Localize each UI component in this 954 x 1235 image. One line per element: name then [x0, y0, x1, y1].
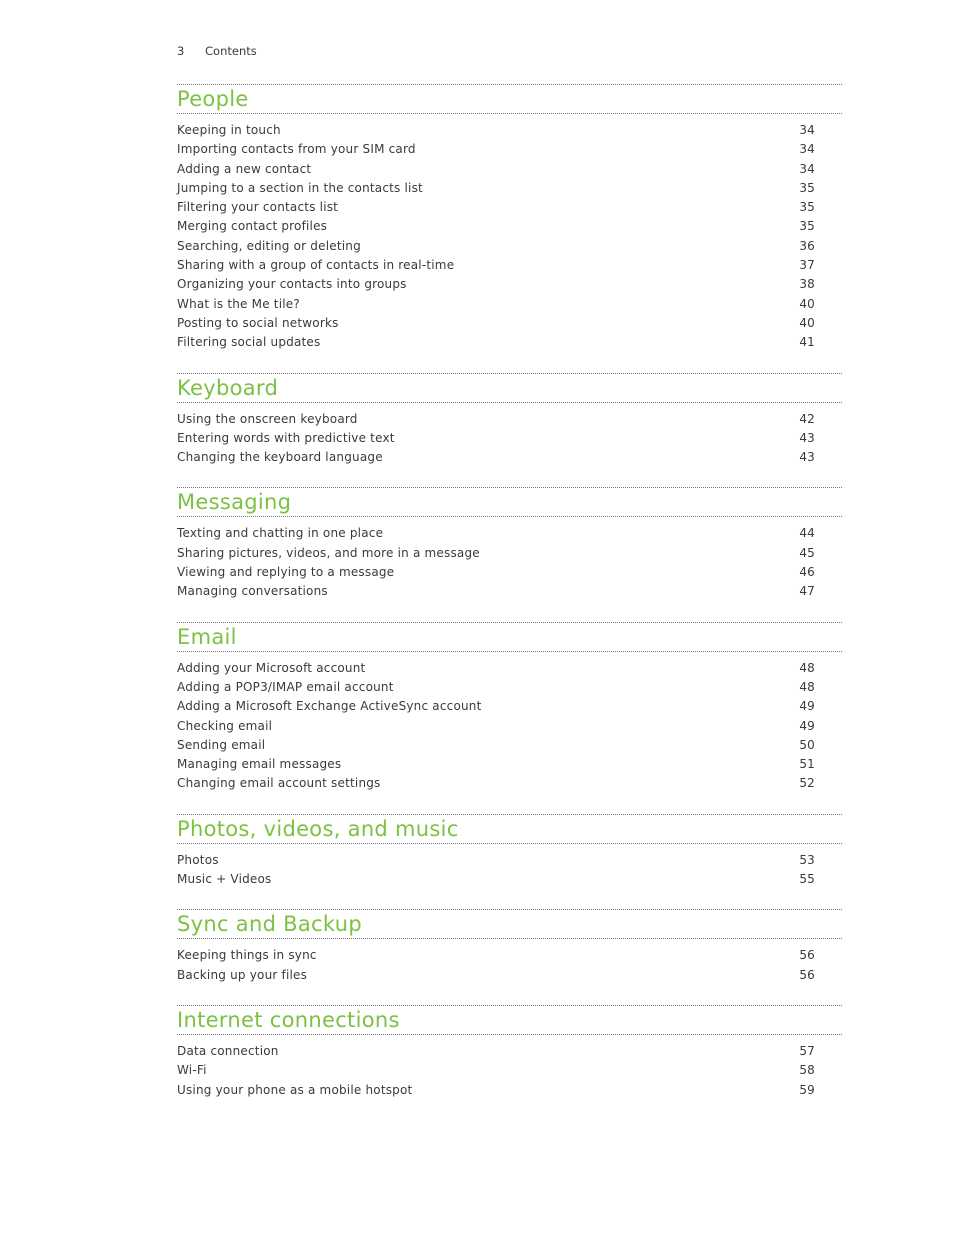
toc-entry[interactable]	[177, 198, 815, 217]
entry-label: Keeping in touch	[177, 123, 281, 137]
entry-page-number: 41	[799, 335, 815, 350]
entry-label: Data connection	[177, 1043, 279, 1058]
section-spacer	[177, 794, 842, 814]
entry-page-number: 35	[799, 219, 815, 234]
entry-page-number: 35	[799, 180, 815, 195]
toc-entry[interactable]	[177, 1042, 815, 1061]
section-heading[interactable]: Internet connections	[177, 1005, 842, 1035]
toc-entry[interactable]	[177, 237, 815, 256]
toc-section	[177, 1005, 842, 1120]
entry-label: Backing up your files	[177, 967, 308, 982]
entry-page-number: 34	[799, 142, 815, 157]
section-spacer	[177, 985, 842, 1005]
toc-entry[interactable]	[177, 217, 815, 236]
toc-entry[interactable]	[177, 563, 815, 582]
entry-label: Managing email messages	[177, 757, 342, 772]
toc-entry[interactable]	[177, 678, 815, 697]
entry-page-number: 48	[799, 660, 815, 675]
toc-entry[interactable]	[177, 870, 815, 889]
entry-list	[177, 946, 842, 985]
entry-page-number: 59	[799, 1082, 815, 1097]
entry-page-number: 52	[799, 776, 815, 791]
header-section-name: Contents	[205, 44, 257, 58]
toc-entry[interactable]	[177, 1061, 815, 1080]
entry-page-number: 43	[799, 450, 815, 465]
entry-page-number: 56	[799, 948, 815, 963]
entry-page-number: 36	[799, 238, 815, 253]
entry-page-number: 48	[799, 679, 815, 694]
entry-label: What is the Me tile?	[177, 296, 300, 311]
entry-label: Wi-Fi	[177, 1063, 207, 1078]
entry-list	[177, 524, 842, 601]
entry-page-number: 45	[799, 545, 815, 560]
entry-page-number: 42	[799, 411, 815, 426]
toc-entry[interactable]	[177, 256, 815, 275]
entry-page-number: 35	[799, 200, 815, 215]
table-of-contents	[177, 84, 842, 1120]
entry-label: Photos	[177, 852, 219, 867]
entry-label: Merging contact profiles	[177, 219, 328, 234]
section-spacer	[177, 353, 842, 373]
toc-entry[interactable]	[177, 524, 815, 543]
section-spacer	[177, 467, 842, 487]
toc-entry[interactable]	[177, 275, 815, 294]
toc-entry[interactable]	[177, 429, 815, 448]
toc-entry[interactable]	[177, 179, 815, 198]
entry-list	[177, 121, 842, 353]
toc-entry[interactable]	[177, 140, 815, 159]
section-heading[interactable]: People	[177, 84, 842, 114]
entry-label: Filtering your contacts list	[177, 200, 339, 215]
entry-page-number: 43	[799, 430, 815, 445]
toc-entry[interactable]	[177, 774, 815, 793]
toc-entry[interactable]	[177, 659, 815, 678]
toc-section	[177, 814, 842, 910]
toc-entry[interactable]	[177, 697, 815, 716]
entry-page-number: 46	[799, 565, 815, 580]
toc-section	[177, 622, 842, 814]
entry-page-number: 40	[799, 296, 815, 311]
entry-list	[177, 1042, 842, 1100]
entry-label: Posting to social networks	[177, 315, 339, 330]
toc-entry[interactable]	[177, 946, 815, 965]
toc-section	[177, 84, 842, 373]
toc-section	[177, 909, 842, 1005]
toc-section	[177, 487, 842, 621]
entry-page-number: 38	[799, 277, 815, 292]
entry-label: Organizing your contacts into groups	[177, 277, 407, 292]
entry-label: Music + Videos	[177, 872, 272, 887]
entry-page-number: 37	[799, 258, 815, 273]
entry-page-number: 51	[799, 757, 815, 772]
toc-entry[interactable]	[177, 295, 815, 314]
entry-page-number: 56	[799, 967, 815, 982]
section-heading[interactable]: Email	[177, 622, 842, 652]
toc-entry[interactable]	[177, 736, 815, 755]
section-heading[interactable]: Keyboard	[177, 373, 842, 403]
toc-entry[interactable]	[177, 582, 815, 601]
entry-page-number: 44	[799, 526, 815, 541]
entry-label: Entering words with predictive text	[177, 430, 395, 445]
entry-label: Sharing pictures, videos, and more in a message	[177, 545, 480, 560]
toc-entry[interactable]	[177, 410, 815, 429]
entry-label: Importing contacts from your SIM card	[177, 142, 416, 157]
page-number: 3	[177, 44, 185, 58]
entry-label: Managing conversations	[177, 584, 328, 599]
section-heading[interactable]: Sync and Backup	[177, 909, 842, 939]
entry-page-number: 58	[799, 1063, 815, 1078]
entry-page-number: 53	[799, 852, 815, 867]
toc-entry[interactable]	[177, 1081, 815, 1100]
entry-page-number: 40	[799, 315, 815, 330]
entry-page-number: 49	[799, 699, 815, 714]
toc-entry[interactable]	[177, 448, 815, 467]
entry-label: Changing the keyboard language	[177, 450, 383, 465]
entry-page-number: 34	[799, 161, 815, 176]
entry-label: Adding your Microsoft account	[177, 660, 366, 675]
entry-page-number: 57	[799, 1043, 815, 1058]
section-spacer	[177, 1100, 842, 1120]
entry-label: Using the onscreen keyboard	[177, 411, 358, 426]
section-spacer	[177, 889, 842, 909]
toc-entry[interactable]	[177, 966, 815, 985]
entry-label: Using your phone as a mobile hotspot	[177, 1082, 413, 1097]
entry-label: Sharing with a group of contacts in real-time	[177, 258, 455, 273]
entry-label: Sending email	[177, 737, 266, 752]
entry-label: Jumping to a section in the contacts list	[177, 180, 423, 195]
entry-label: Filtering social updates	[177, 335, 321, 350]
toc-entry[interactable]	[177, 717, 815, 736]
section-spacer	[177, 602, 842, 622]
entry-label: Changing email account settings	[177, 776, 381, 791]
toc-entry[interactable]	[177, 851, 815, 870]
toc-entry[interactable]	[177, 755, 815, 774]
entry-list	[177, 851, 842, 890]
entry-label: Viewing and replying to a message	[177, 565, 395, 580]
section-heading[interactable]: Photos, videos, and music	[177, 814, 842, 844]
entry-page-number: 34	[799, 123, 815, 137]
entry-label: Adding a POP3/IMAP email account	[177, 679, 394, 694]
entry-label: Adding a new contact	[177, 161, 312, 176]
entry-label: Keeping things in sync	[177, 948, 317, 963]
toc-entry[interactable]	[177, 333, 815, 352]
entry-label: Adding a Microsoft Exchange ActiveSync account	[177, 699, 482, 714]
entry-label: Searching, editing or deleting	[177, 238, 361, 253]
entry-page-number: 47	[799, 584, 815, 599]
toc-entry[interactable]	[177, 314, 815, 333]
entry-page-number: 50	[799, 737, 815, 752]
toc-entry[interactable]	[177, 160, 815, 179]
toc-section	[177, 373, 842, 488]
page-header	[177, 44, 257, 58]
entry-page-number: 55	[799, 872, 815, 887]
section-heading[interactable]: Messaging	[177, 487, 842, 517]
entry-list	[177, 659, 842, 794]
toc-entry[interactable]	[177, 121, 815, 140]
entry-label: Checking email	[177, 718, 273, 733]
entry-page-number: 49	[799, 718, 815, 733]
entry-label: Texting and chatting in one place	[177, 526, 384, 541]
toc-entry[interactable]	[177, 544, 815, 563]
entry-list	[177, 410, 842, 468]
